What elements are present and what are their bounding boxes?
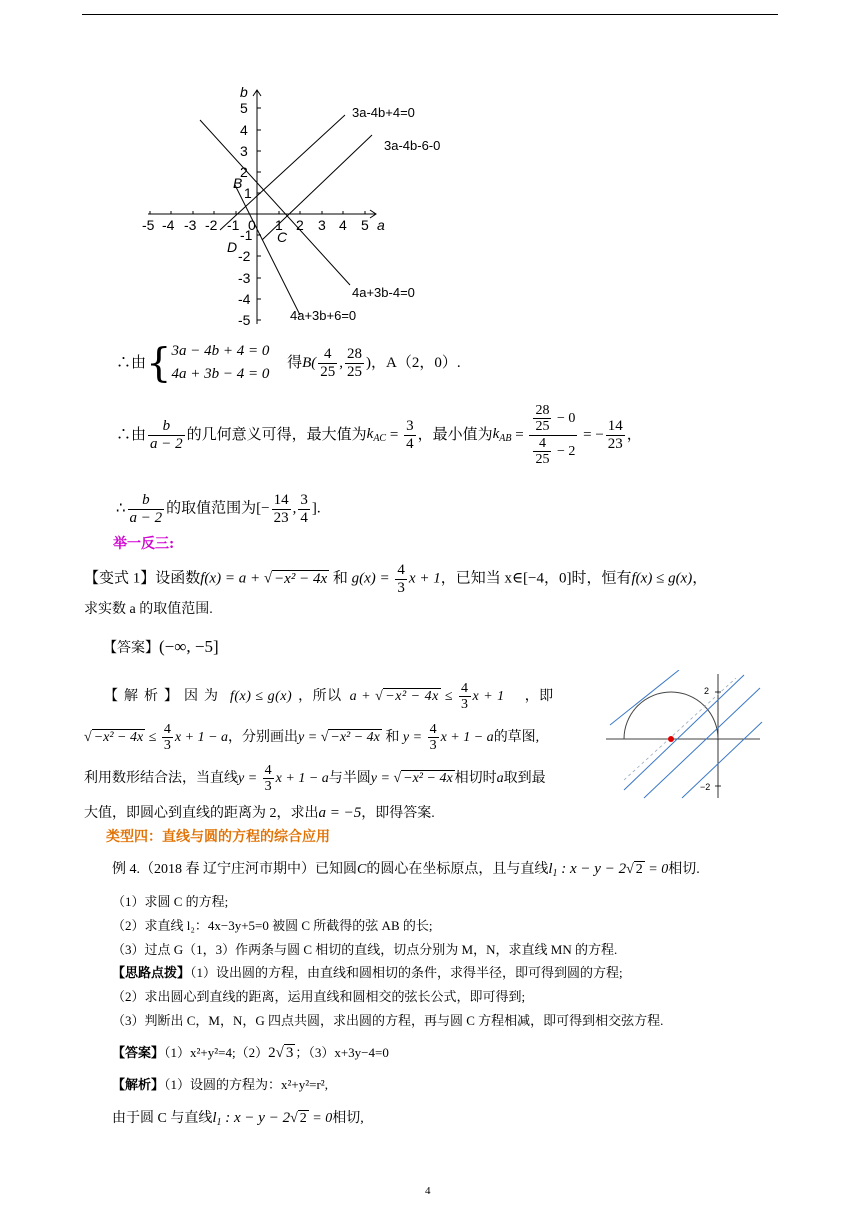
system-get: 得 xyxy=(287,354,303,371)
analysis-line-4: 大值，即圆心到直线的距离为 2，求出a = −5，即得答案. xyxy=(84,805,435,821)
analysis-line-3: 利用数形结合法，当直线y = $\frac{4}{3}$ x + 1 − a与半圆y = √ −x² − 4x 相切时a取到最 xyxy=(84,763,546,795)
analysis-line-1: 【解析】因为 f(x) ≤ g(x) ，所以 a + √ −x² − 4x ≤ $\frac{4}{3}$ x + 1 ，即 xyxy=(104,681,554,713)
x-tick: 0 xyxy=(248,217,256,233)
type4-heading: 类型四：直线与圆的方程的综合应用 xyxy=(106,829,330,845)
y-tick: -1 xyxy=(240,227,253,243)
answer-1: 【答案】(−∞, −5] xyxy=(103,637,219,656)
point-a: ，A（2，0）. xyxy=(371,354,461,371)
y-tick: -5 xyxy=(238,312,251,328)
x-tick: 2 xyxy=(296,217,304,233)
y-tick: 3 xyxy=(240,143,248,159)
practice-heading: 举一反三: xyxy=(113,536,175,552)
y-tick: −2 xyxy=(700,782,711,792)
y-tick: -2 xyxy=(238,248,251,264)
question-3: （3）过点 G（1，3）作两条与圆 C 相切的直线，切点分别为 M，N，求直线 MN 的方程. xyxy=(112,942,618,957)
y-tick: 4 xyxy=(240,122,248,138)
line-label: 3a-4b+4=0 xyxy=(352,105,415,120)
center-point xyxy=(668,736,674,742)
equation-2: 4a + 3b − 4 = 0 xyxy=(171,366,270,383)
analysis4-line-1: 【解析】（1）设圆的方程为：x²+y²=r², xyxy=(112,1077,328,1092)
y-tick: 2 xyxy=(240,164,248,180)
line-label: 3a-4b-6-0 xyxy=(384,138,441,153)
hint-line-1: 【思路点拨】（1）设出圆的方程，由直线和圆相切的条件，求得半径，即可得到圆的方程; xyxy=(112,965,623,980)
line-label: 4a+3b-4=0 xyxy=(352,285,415,300)
semicircle-graph xyxy=(604,670,764,802)
line-4a+3b-4 xyxy=(200,120,350,285)
question-2: （2）求直线 l₂：4x−3y+5=0 被圆 C 所截得的弦 AB 的长; xyxy=(112,918,433,933)
system-line: ∴由{ 3a − 4b + 4 = 0 4a + 3b − 4 = 0 得B( $\frac{4}{25}$ , $\frac{28}{25}$ )，A（2，0）. xyxy=(116,340,461,387)
semicircle xyxy=(624,692,718,739)
point-b: B( xyxy=(302,354,317,371)
variant-line-2: 求实数 a 的取值范围. xyxy=(84,602,213,617)
analysis-line-2: √ −x² − 4x ≤ $\frac{4}{3}$ x + 1 − a，分别画出y = √ −x² − 4x 和 y = $\frac{4}{3}$ x + 1 − a的草图, xyxy=(84,722,540,754)
x-tick: -4 xyxy=(162,217,175,233)
x-tick: -5 xyxy=(142,217,155,233)
y-tick: -4 xyxy=(238,291,251,307)
coordinate-graph xyxy=(140,80,460,330)
x-tick: -1 xyxy=(227,217,240,233)
range-line: ∴ $\frac{b}{a - 2}$ 的取值范围为[− $\frac{14}{23}$ , $\frac{3}{4}$ ]. xyxy=(116,492,321,526)
x-tick: 5 xyxy=(361,217,369,233)
y-tick: 1 xyxy=(244,185,252,201)
page-number: 4 xyxy=(425,1185,431,1197)
a-axis-label: a xyxy=(377,217,385,233)
y-tick: 2 xyxy=(704,686,710,696)
line xyxy=(624,675,744,790)
y-tick: -3 xyxy=(238,270,251,286)
x-tick: -2 xyxy=(205,217,218,233)
y-tick: 5 xyxy=(240,100,248,116)
point-label-c: C xyxy=(277,229,288,245)
x-tick: 1 xyxy=(275,217,283,233)
line-3a-4b+4 xyxy=(220,115,345,230)
point-label-d: D xyxy=(227,239,238,255)
x-tick: -3 xyxy=(184,217,197,233)
system-prefix: ∴由 xyxy=(116,354,147,371)
x-tick: 4 xyxy=(339,217,347,233)
answer-4: 【答案】（1）x²+y²=4;（2）2√ 3 ；（3）x+3y−4=0 xyxy=(112,1045,389,1061)
variant-line-1: 【变式 1】设函数f(x) = a + √ −x² − 4x 和 g(x) = $\frac{4}{3}$ x + 1，已知当 x∈[−4，0]时，恒有f(x) ≤ g(x)， xyxy=(84,562,708,596)
line xyxy=(682,722,762,798)
header-rule xyxy=(82,14,778,15)
question-1: （1）求圆 C 的方程; xyxy=(112,894,229,909)
equation-1: 3a − 4b + 4 = 0 xyxy=(171,343,270,359)
analysis4-line-2: 由于圆 C 与直线$l_1$ : x − y − 2√ 2 = 0相切, xyxy=(112,1110,364,1128)
example4-line-1: 例 4.（2018 春 辽宁庄河市期中）已知圆C的圆心在坐标原点，且与直线$l_1$ : x − y − 2√ 2 = 0相切. xyxy=(112,861,700,879)
x-tick: 3 xyxy=(318,217,326,233)
hint-line-3: （3）判断出 C，M，N，G 四点共圆，求出圆的方程，再与圆 C 方程相减，即可得到相交弦方程. xyxy=(112,1013,664,1028)
point-label-b: B xyxy=(233,175,243,191)
hint-line-2: （2）求出圆心到直线的距离，运用直线和圆相交的弦长公式，即可得到; xyxy=(112,989,526,1004)
slope-line: ∴由 $\frac{b}{a - 2}$ 的几何意义可得，最大值为$k_{AC}$ = $\frac{3}{4}$ ，最小值为$k_{AB}$ = $\frac{28}{25}$ − 0 $\frac{4}{25}$ − 2 = − $\frac{14}{23}$ ， xyxy=(116,403,642,468)
b-axis-label: b xyxy=(240,84,248,100)
line-label: 4a+3b+6=0 xyxy=(290,308,357,323)
tangent-line xyxy=(610,670,679,725)
